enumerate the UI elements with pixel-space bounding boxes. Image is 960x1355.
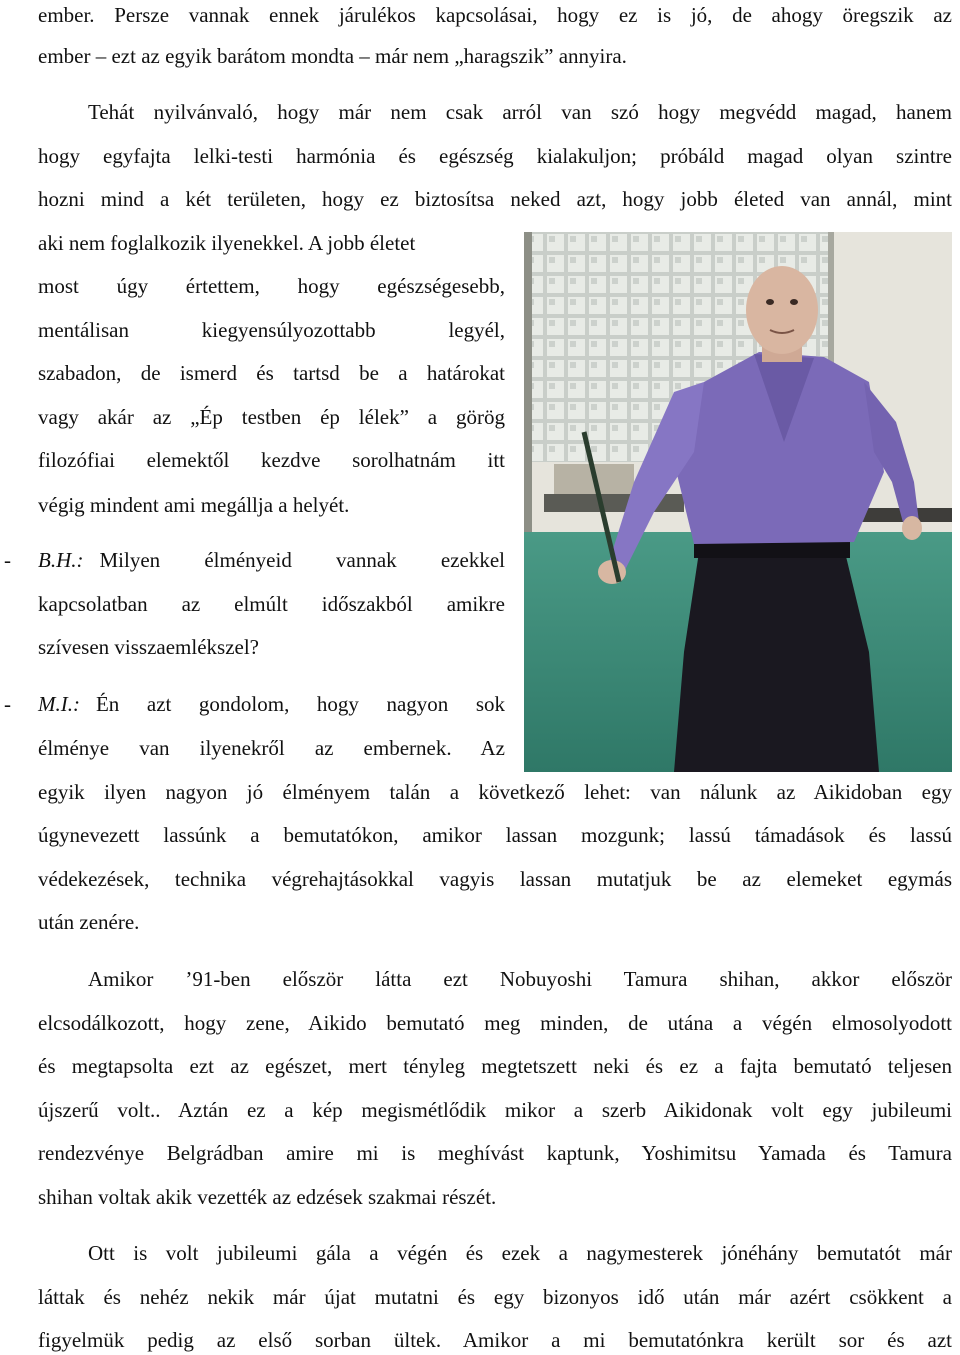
text-line: ember. Persze vannak ennek járulékos kapcsolásai, hogy ez is jó, de ahogy öregszik az: [38, 3, 952, 27]
text-line: után zenére.: [38, 910, 140, 934]
text-line: újszerű volt.. Aztán ez a kép megismétlődik mikor a szerb Aikidonak volt egy jubileumi: [38, 1098, 952, 1122]
text-line: rendezvénye Belgrádban amire mi is meghívást kaptunk, Yoshimitsu Yamada és Tamura: [38, 1141, 952, 1165]
text-line: most úgy értettem, hogy egészségesebb,: [38, 274, 505, 298]
text-line: végig mindent ami megállja a helyét.: [38, 493, 350, 517]
text-line: Ott is volt jubileumi gála a végén és ezek a nagymesterek jónéhány bemutatót már: [88, 1241, 952, 1265]
text-line: Én azt gondolom, hogy nagyon sok: [95, 692, 505, 716]
question-line: [38, 545, 505, 575]
list-dash: -: [4, 548, 11, 572]
text-line: úgynevezett lassúnk a bemutatókon, amikor lassan mozgunk; lassú támadások és lassú: [38, 823, 952, 847]
speaker-label: B.H.:: [38, 548, 84, 572]
text-line: hozni mind a két területen, hogy ez biztosítsa neked azt, hogy jobb életed van annál, mint: [38, 187, 952, 211]
text-line: és megtapsolta ezt az egészet, mert tényleg megtetszett neki és ez a fajta bemutató teljesen: [38, 1054, 952, 1078]
aikido-photo: [524, 232, 952, 772]
answer-line: [38, 689, 505, 719]
text-line: Amikor ’91-ben először látta ezt Nobuyoshi Tamura shihan, akkor először: [88, 967, 952, 991]
text-line: védekezések, technika végrehajtásokkal vagyis lassan mutatjuk be az elemeket egymás: [38, 867, 952, 891]
text-line: szívesen visszaemlékszel?: [38, 635, 259, 659]
text-line: hogy egyfajta lelki-testi harmónia és egészség kialakuljon; próbáld magad olyan szintre: [38, 144, 952, 168]
text-line: shihan voltak akik vezették az edzések szakmai részét.: [38, 1185, 497, 1209]
text-line: elcsodálkozott, hogy zene, Aikido bemutató meg minden, de utána a végén elmosolyodott: [38, 1011, 952, 1035]
text-line: Milyen élményeid vannak ezekkel: [99, 548, 505, 572]
text-line: szabadon, de ismerd és tartsd be a határokat: [38, 361, 505, 385]
text-line: filozófiai elemektől kezdve sorolhatnám itt: [38, 448, 505, 472]
hakama: [674, 548, 879, 772]
list-dash: -: [4, 692, 11, 716]
text-line: figyelmük pedig az első sorban ültek. Amikor a mi bemutatónkra került sor és azt: [38, 1328, 952, 1352]
text-line: vagy akár az „Ép testben ép lélek” a görög: [38, 405, 505, 429]
text-line: ember – ezt az egyik barátom mondta – már nem „haragszik” annyira.: [38, 44, 627, 68]
text-line: élménye van ilyenekről az embernek. Az: [38, 736, 505, 760]
head: [746, 266, 818, 354]
text-line: egyik ilyen nagyon jó élményem talán a következő lehet: van nálunk az Aikidoban egy: [38, 780, 952, 804]
text-line: aki nem foglalkozik ilyenekkel. A jobb életet: [38, 231, 416, 255]
text-line: mentálisan kiegyensúlyozottabb legyél,: [38, 318, 505, 342]
speaker-label: M.I.:: [38, 692, 80, 716]
text-line: kapcsolatban az elmúlt időszakból amikre: [38, 592, 505, 616]
photo-illustration: [524, 232, 952, 772]
text-line: láttak és nehéz nekik már újat mutatni és egy bizonyos idő után már azért csökkent a: [38, 1285, 952, 1309]
text-line: Tehát nyilvánvaló, hogy már nem csak arról van szó hogy megvédd magad, hanem: [88, 100, 952, 124]
